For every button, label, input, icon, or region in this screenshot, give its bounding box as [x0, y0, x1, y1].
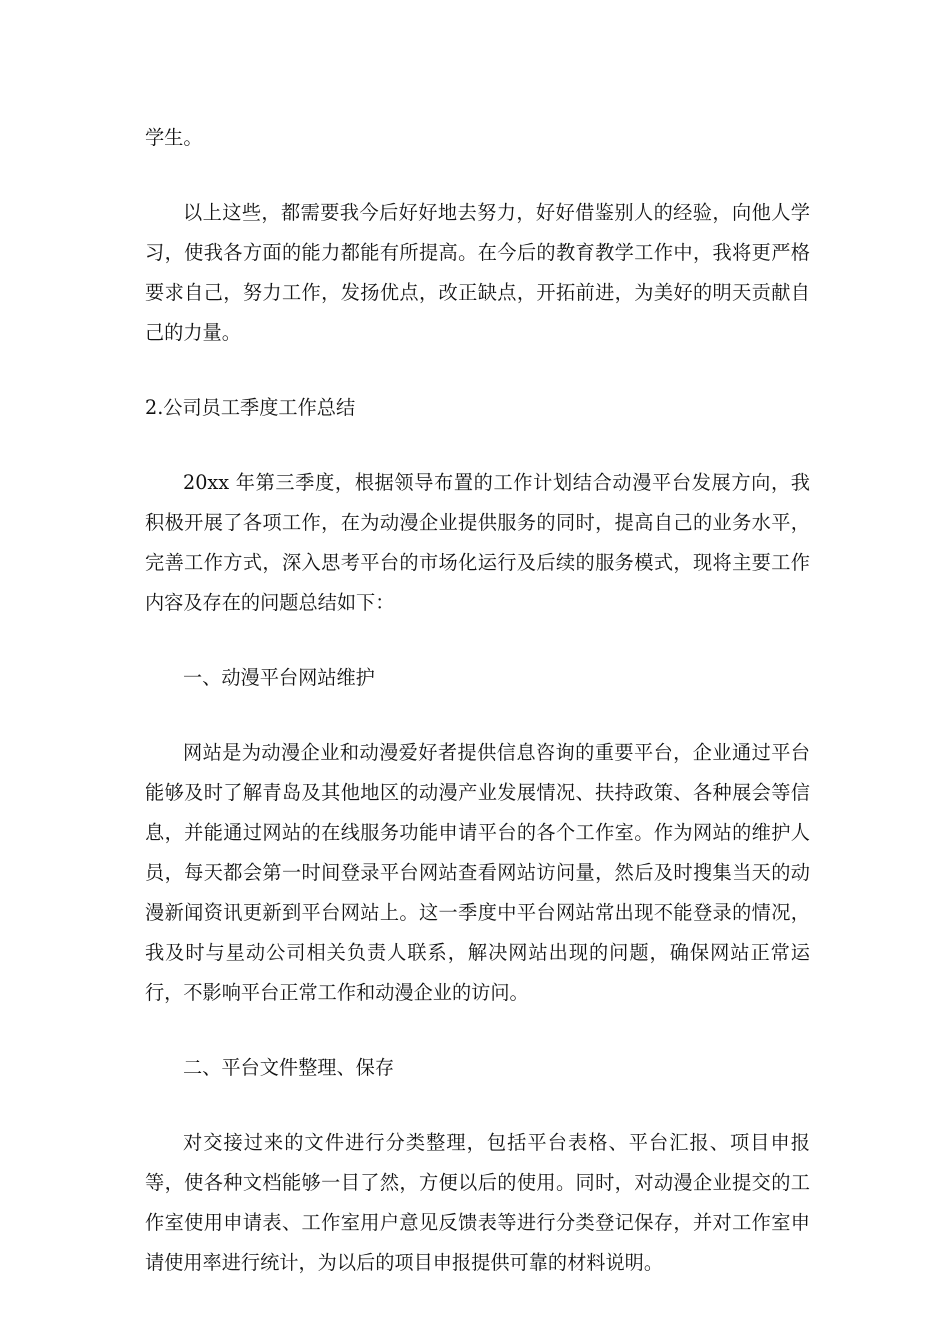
- subheading-file-management: 二、平台文件整理、保存: [183, 1056, 395, 1079]
- paragraph-conclusion: 以上这些，都需要我今后好好地去努力，好好借鉴别人的经验，向他人学习，使我各方面的能力都能有所提高。在今后的教育教学工作中，我将更严格要求自己，努力工作，发扬优点，改正缺点，开拓前进，为美好的明天贡献自己的力量。: [145, 201, 810, 344]
- section-title: 2.公司员工季度工作总结: [145, 396, 356, 419]
- paragraph-gap: [145, 353, 810, 388]
- paragraph-website: 网站是为动漫企业和动漫爱好者提供信息咨询的重要平台，企业通过平台能够及时了解青岛及其他地区的动漫产业发展情况、扶持政策、各种展会等信息，并能通过网站的在线服务功能申请平台的各个工作室。作为网站的维护人员，每天都会第一时间登录平台网站查看网站访问量，然后及时搜集当天的动漫新闻资讯更新到平台网站上。这一季度中平台网站常出现不能登录的情况，我及时与星动公司相关负责人联系，解决网站出现的问题，确保网站正常运行，不影响平台正常工作和动漫企业的访问。: [145, 741, 810, 1004]
- paragraph-gap: [145, 428, 810, 463]
- paragraph-intro: 20xx 年第三季度，根据领导布置的工作计划结合动漫平台发展方向，我积极开展了各项工作，在为动漫企业提供服务的同时，提高自己的业务水平，完善工作方式，深入思考平台的市场化运行及后续的服务模式，现将主要工作内容及存在的问题总结如下：: [145, 471, 810, 614]
- subheading-website-maintenance: 一、动漫平台网站维护: [183, 666, 375, 689]
- paragraph-gap: [145, 1088, 810, 1123]
- paragraph-gap: [145, 158, 810, 193]
- paragraph-gap: [145, 623, 810, 658]
- document-body: [145, 118, 810, 1283]
- paragraph-files: 对交接过来的文件进行分类整理，包括平台表格、平台汇报、项目申报等，使各种文档能够一目了然，方便以后的使用。同时，对动漫企业提交的工作室使用申请表、工作室用户意见反馈表等进行分类登记保存，并对工作室申请使用率进行统计，为以后的项目申报提供可靠的材料说明。: [145, 1131, 810, 1274]
- paragraph-continuation: 学生。: [145, 126, 203, 149]
- paragraph-gap: [145, 698, 810, 733]
- paragraph-gap: [145, 1013, 810, 1048]
